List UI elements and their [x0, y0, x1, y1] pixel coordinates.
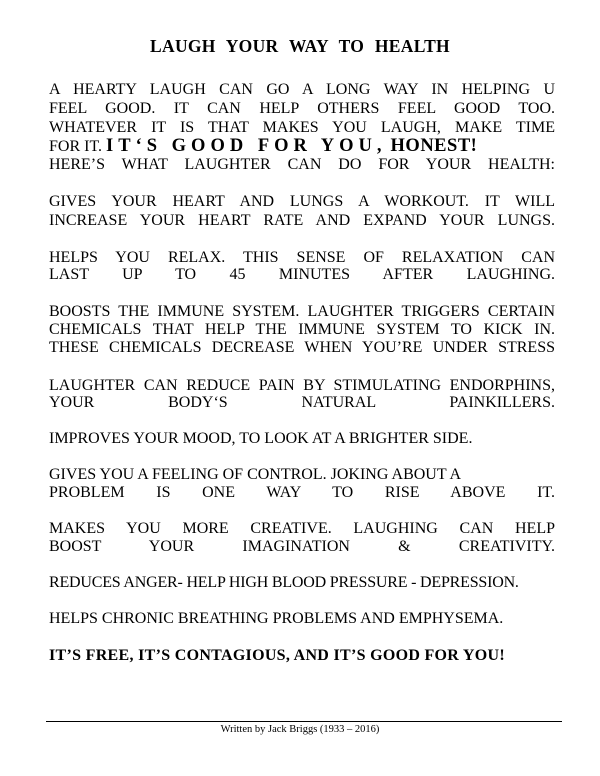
page-title: LAUGH YOUR WAY TO HEALTH: [150, 36, 450, 56]
benefit-control-line-2: PROBLEM IS ONE WAY TO RISE ABOVE IT.: [49, 484, 555, 501]
intro-line-3: WHATEVER IT IS THAT MAKES YOU LAUGH, MAKE TIME: [49, 119, 555, 136]
benefit-mood-line-1: IMPROVES YOUR MOOD, TO LOOK AT A BRIGHTER SIDE.: [49, 430, 473, 447]
intro-line-1: A HEARTY LAUGH CAN GO A LONG WAY IN HELPING U: [49, 81, 555, 98]
benefit-creative-line-2: BOOST YOUR IMAGINATION & CREATIVITY.: [49, 538, 555, 555]
benefit-breathing-line-1: HELPS CHRONIC BREATHING PROBLEMS AND EMPHYSEMA.: [49, 610, 504, 627]
intro-line-2: FEEL GOOD. IT CAN HELP OTHERS FEEL GOOD TOO.: [49, 100, 555, 117]
benefit-relax-line-1: HELPS YOU RELAX. THIS SENSE OF RELAXATION CAN: [49, 249, 555, 266]
closing-line: IT’S FREE, IT’S CONTAGIOUS, AND IT’S GOOD FOR YOU!: [49, 647, 505, 664]
intro-line-4: [49, 136, 555, 156]
benefit-control-line-1: GIVES YOU A FEELING OF CONTROL. JOKING ABOUT A: [49, 466, 462, 483]
author-credit: Written by Jack Briggs (1933 – 2016): [220, 724, 380, 735]
benefit-heart-line-1: GIVES YOUR HEART AND LUNGS A WORKOUT. IT WILL: [49, 193, 555, 210]
benefit-pain-line-1: LAUGHTER CAN REDUCE PAIN BY STIMULATING ENDORPHINS,: [49, 377, 555, 394]
intro-line-4-start: FOR IT.: [49, 138, 103, 155]
intro-honest: HONEST!: [390, 136, 478, 156]
benefit-anger-line-1: REDUCES ANGER- HELP HIGH BLOOD PRESSURE - DEPRESSION.: [49, 574, 519, 591]
benefit-heart-line-2: INCREASE YOUR HEART RATE AND EXPAND YOUR LUNGS.: [49, 212, 555, 229]
footer-divider: [46, 721, 562, 722]
benefit-immune-line-2: CHEMICALS THAT HELP THE IMMUNE SYSTEM TO KICK IN.: [49, 321, 555, 338]
benefit-creative-line-1: MAKES YOU MORE CREATIVE. LAUGHING CAN HELP: [49, 520, 555, 537]
benefit-immune-line-3: THESE CHEMICALS DECREASE WHEN YOU’RE UNDER STRESS: [49, 339, 555, 356]
intro-line-5: HERE’S WHAT LAUGHTER CAN DO FOR YOUR HEALTH:: [49, 156, 555, 173]
intro-emphasis: IT‘S GOOD FOR YOU,: [106, 136, 387, 156]
benefit-immune-line-1: BOOSTS THE IMMUNE SYSTEM. LAUGHTER TRIGGERS CERTAIN: [49, 303, 555, 320]
benefit-relax-line-2: LAST UP TO 45 MINUTES AFTER LAUGHING.: [49, 266, 555, 283]
benefit-pain-line-2: YOUR BODY‘S NATURAL PAINKILLERS.: [49, 394, 555, 411]
